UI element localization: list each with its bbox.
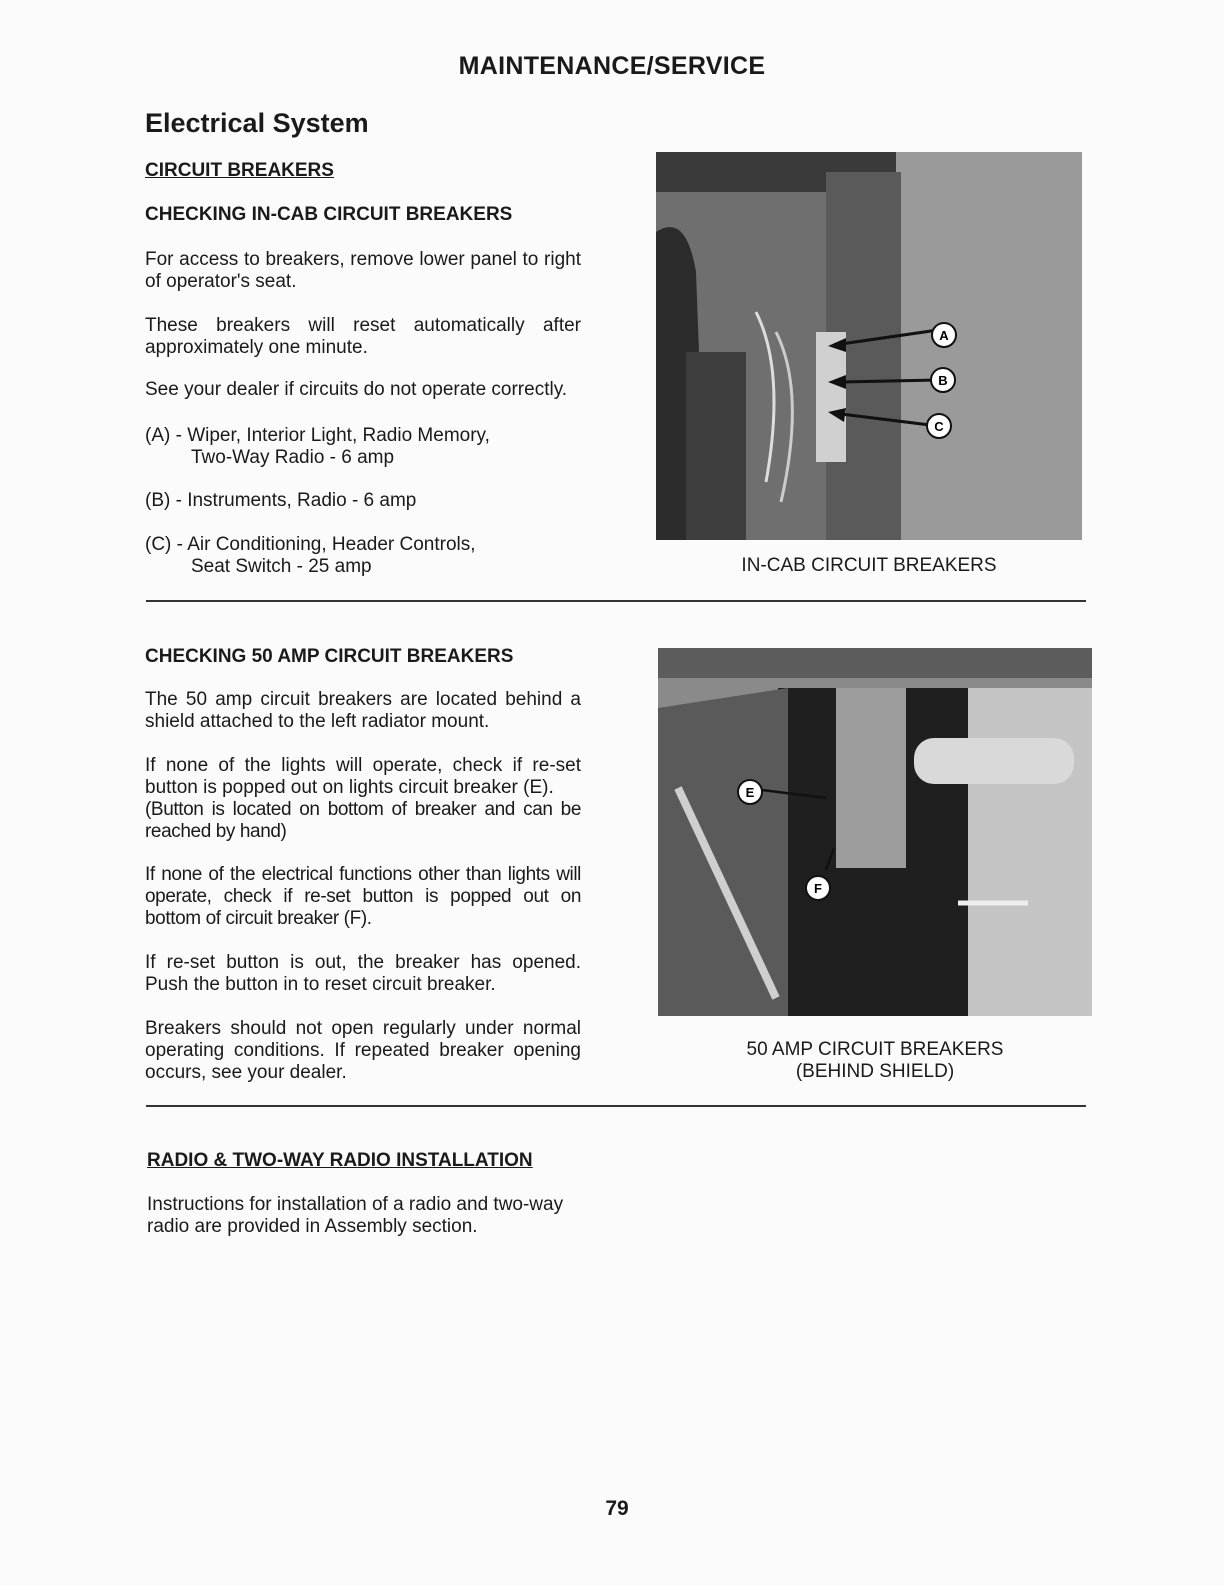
breaker-item-a (145, 425, 585, 469)
section-divider-1 (146, 600, 1086, 602)
in-cab-para-reset: These breakers will reset automatically after approximately one minute. (145, 315, 581, 358)
circuit-breakers-heading: CIRCUIT BREAKERS (145, 160, 334, 181)
fifty-amp-para-lights-note: (Button is located on bottom of breaker and can be reached by hand) (145, 799, 581, 842)
fifty-amp-photo-caption-line1: 50 AMP CIRCUIT BREAKERS (746, 1039, 1004, 1060)
label-e: E (745, 785, 755, 800)
breaker-item-b (145, 490, 585, 512)
breaker-item-c-line2: Seat Switch - 25 amp (191, 556, 372, 577)
in-cab-para-access: For access to breakers, remove lower panel to right of operator's seat. (145, 249, 581, 292)
breaker-item-c-line1: (C) - Air Conditioning, Header Controls, (145, 534, 476, 555)
fifty-amp-para-functions: If none of the electrical functions other than lights will operate, check if re-set button is popped out on bottom of circuit breaker (F). (145, 864, 581, 929)
fifty-amp-para-lights-main: If none of the lights will operate, check if re-set button is popped out on lights circuit breaker (E). (145, 755, 581, 798)
radio-para: Instructions for installation of a radio and two-way radio are provided in Assembly section. (147, 1194, 564, 1237)
label-b: B (938, 373, 948, 388)
fifty-amp-breakers-photo (658, 648, 1092, 1016)
page-header: MAINTENANCE/SERVICE (458, 52, 766, 80)
section-divider-2 (146, 1105, 1086, 1107)
in-cab-subheading: CHECKING IN-CAB CIRCUIT BREAKERS (145, 204, 513, 225)
fifty-amp-para-location: The 50 amp circuit breakers are located behind a shield attached to the left radiator mount. (145, 689, 581, 732)
breaker-item-b-line1: (B) - Instruments, Radio - 6 amp (145, 490, 417, 511)
fifty-amp-para-dealer: Breakers should not open regularly under normal operating conditions. If repeated breaker opening occurs, see your dealer. (145, 1018, 581, 1083)
breaker-item-a-line1: (A) - Wiper, Interior Light, Radio Memory, (145, 425, 490, 446)
breaker-item-c (145, 534, 585, 578)
breaker-item-a-line2: Two-Way Radio - 6 amp (191, 447, 395, 468)
radio-heading: RADIO & TWO-WAY RADIO INSTALLATION (147, 1150, 533, 1171)
fifty-amp-subheading: CHECKING 50 AMP CIRCUIT BREAKERS (145, 646, 514, 667)
page-number: 79 (605, 1497, 629, 1520)
section-title: Electrical System (145, 108, 369, 138)
in-cab-breakers-photo (656, 152, 1082, 540)
in-cab-para-dealer: See your dealer if circuits do not operate correctly. (145, 379, 568, 400)
fifty-amp-para-lights (145, 755, 581, 843)
fifty-amp-photo-caption-line2: (BEHIND SHIELD) (795, 1061, 955, 1082)
in-cab-photo-caption: IN-CAB CIRCUIT BREAKERS (741, 555, 997, 576)
label-a: A (939, 328, 949, 343)
fifty-amp-photo-caption (658, 1039, 1092, 1083)
fifty-amp-para-reset: If re-set button is out, the breaker has opened. Push the button in to reset circuit breaker. (145, 952, 581, 995)
label-c: C (934, 419, 944, 434)
label-f: F (814, 881, 822, 896)
